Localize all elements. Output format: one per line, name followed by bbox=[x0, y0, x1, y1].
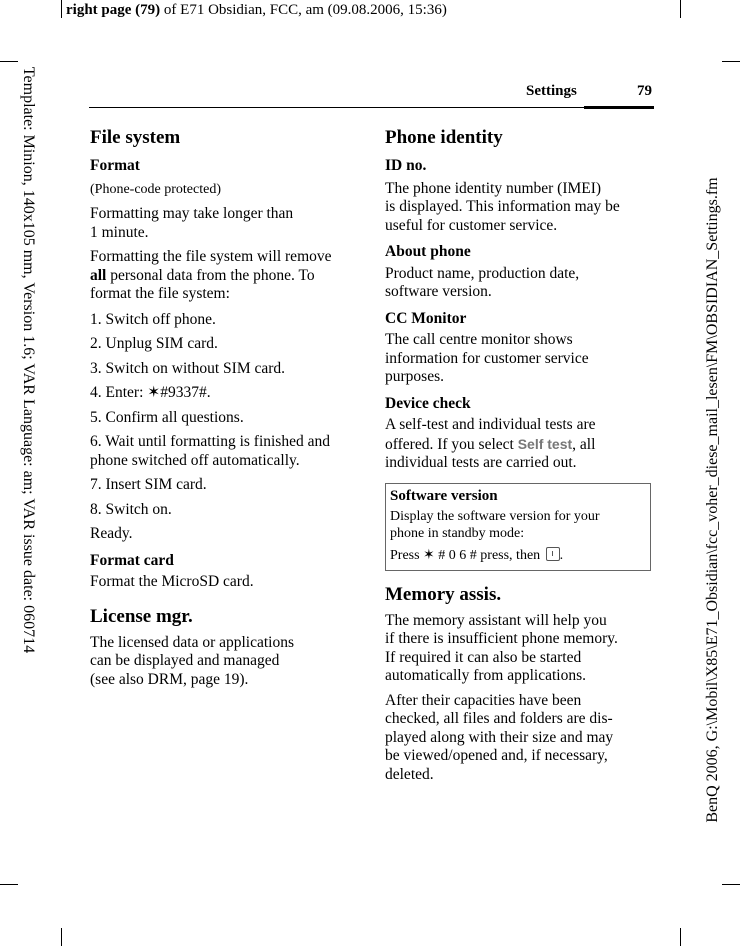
para-line: information for customer service bbox=[385, 349, 589, 367]
template-info-vertical: Template: Minion, 140x105 mm, Version 1.6; VAR Language: am; VAR issue date: 060714 bbox=[20, 66, 37, 654]
heading-format-card: Format card bbox=[90, 551, 174, 569]
para-line: be viewed/opened and, if necessary, bbox=[385, 747, 608, 764]
header-rule bbox=[89, 107, 654, 108]
crop-mark bbox=[722, 61, 740, 62]
right-column bbox=[385, 127, 653, 784]
para-line: purposes. bbox=[385, 368, 444, 385]
para-line: The memory assistant will help you bbox=[385, 611, 607, 629]
menu-key-icon bbox=[546, 547, 560, 561]
para-line: Product name, production date, bbox=[385, 264, 580, 282]
para-line: automatically from applications. bbox=[385, 667, 587, 684]
step-item: 3. Switch on without SIM card. bbox=[90, 359, 286, 377]
para-line: played along with their size and may bbox=[385, 728, 614, 746]
para-line: If required it can also be started bbox=[385, 648, 582, 666]
left-column bbox=[90, 127, 358, 689]
heading-id-no: ID no. bbox=[385, 157, 427, 174]
running-head bbox=[89, 83, 654, 107]
crop-mark bbox=[722, 884, 740, 885]
para-line: (see also DRM, page 19). bbox=[90, 670, 249, 688]
page-number: 79 bbox=[637, 83, 652, 99]
heading-phone-identity: Phone identity bbox=[385, 127, 503, 148]
para-line: Formatting the file system will remove bbox=[90, 248, 332, 265]
file-path-vertical: BenQ 2006, G:\Mobil\X85\E71_Obsidian\fcc_voher_diese_mail_lesen\FM\OBSIDIAN_Settings.fm bbox=[704, 177, 721, 823]
box-line: phone in standby mode: bbox=[390, 525, 525, 541]
para-text: offered. If you select bbox=[385, 435, 518, 453]
crop-mark bbox=[61, 928, 62, 946]
para-line bbox=[90, 267, 358, 286]
para-line: format the file system: bbox=[90, 285, 230, 302]
print-header bbox=[66, 1, 447, 19]
box-line bbox=[390, 547, 646, 565]
para-line: After their capacities have been bbox=[385, 691, 582, 709]
step-item: 2. Unplug SIM card. bbox=[90, 335, 218, 352]
heading-device-check: Device check bbox=[385, 394, 471, 412]
para-line: can be displayed and managed bbox=[90, 652, 280, 669]
heading-about-phone: About phone bbox=[385, 243, 471, 260]
step-item: 8. Switch on. bbox=[90, 500, 172, 518]
header-rule-thick bbox=[584, 106, 654, 109]
step-item: 4. Enter: ✶#9337#. bbox=[90, 384, 211, 401]
para-text: personal data from the phone. To bbox=[106, 266, 315, 284]
heading-memory-assis: Memory assis. bbox=[385, 583, 502, 605]
para-line: 1 minute. bbox=[90, 223, 149, 241]
heading-file-system: File system bbox=[90, 127, 181, 148]
para-line: The call centre monitor shows bbox=[385, 331, 573, 348]
para-line: A self-test and individual tests are bbox=[385, 416, 596, 433]
para-line: deleted. bbox=[385, 765, 434, 783]
para-line: useful for customer service. bbox=[385, 216, 558, 234]
doc-info: of E71 Obsidian, FCC, am (09.08.2006, 15:36) bbox=[163, 2, 447, 18]
step-item: 7. Insert SIM card. bbox=[90, 476, 207, 493]
step-item: 6. Wait until formatting is finished and bbox=[90, 433, 330, 450]
para-line: Formatting may take longer than bbox=[90, 205, 294, 222]
para-line: checked, all files and folders are dis- bbox=[385, 710, 613, 727]
heading-cc-monitor: CC Monitor bbox=[385, 309, 467, 327]
section-title: Settings bbox=[526, 83, 577, 99]
step-item: 1. Switch off phone. bbox=[90, 310, 216, 328]
heading-software-version: Software version bbox=[390, 487, 498, 504]
crop-mark bbox=[680, 928, 681, 946]
software-version-box bbox=[385, 483, 651, 571]
box-text bbox=[390, 509, 646, 565]
heading-license: License mgr. bbox=[90, 605, 193, 627]
crop-mark bbox=[680, 0, 681, 18]
box-line: Display the software version for your bbox=[390, 509, 600, 524]
para-line bbox=[385, 435, 653, 455]
crop-mark bbox=[0, 61, 18, 62]
step-item: phone switched off automatically. bbox=[90, 451, 300, 469]
page-ref: right page (79) bbox=[66, 2, 161, 18]
para-line: individual tests are carried out. bbox=[385, 454, 577, 471]
para-line: software version. bbox=[385, 283, 492, 300]
softkey-self-test: Self test bbox=[517, 435, 573, 452]
crop-mark bbox=[0, 884, 18, 885]
para-line: if there is insufficient phone memory. bbox=[385, 630, 618, 647]
crop-mark bbox=[61, 0, 62, 18]
box-line-end: . bbox=[559, 548, 564, 563]
heading-format: Format bbox=[90, 157, 140, 174]
para-line: The phone identity number (IMEI) bbox=[385, 179, 602, 197]
para-line: The licensed data or applications bbox=[90, 633, 295, 651]
step-item: 5. Confirm all questions. bbox=[90, 408, 244, 426]
box-line-text: Press ✶ # 0 6 # press, then bbox=[390, 548, 541, 563]
ready-text: Ready. bbox=[90, 525, 133, 542]
para-line: is displayed. This information may be bbox=[385, 198, 620, 215]
format-card-text: Format the MicroSD card. bbox=[90, 573, 254, 590]
bold-all: all bbox=[90, 266, 107, 284]
para-text: , all bbox=[572, 435, 596, 453]
protected-note: (Phone-code protected) bbox=[90, 181, 221, 197]
